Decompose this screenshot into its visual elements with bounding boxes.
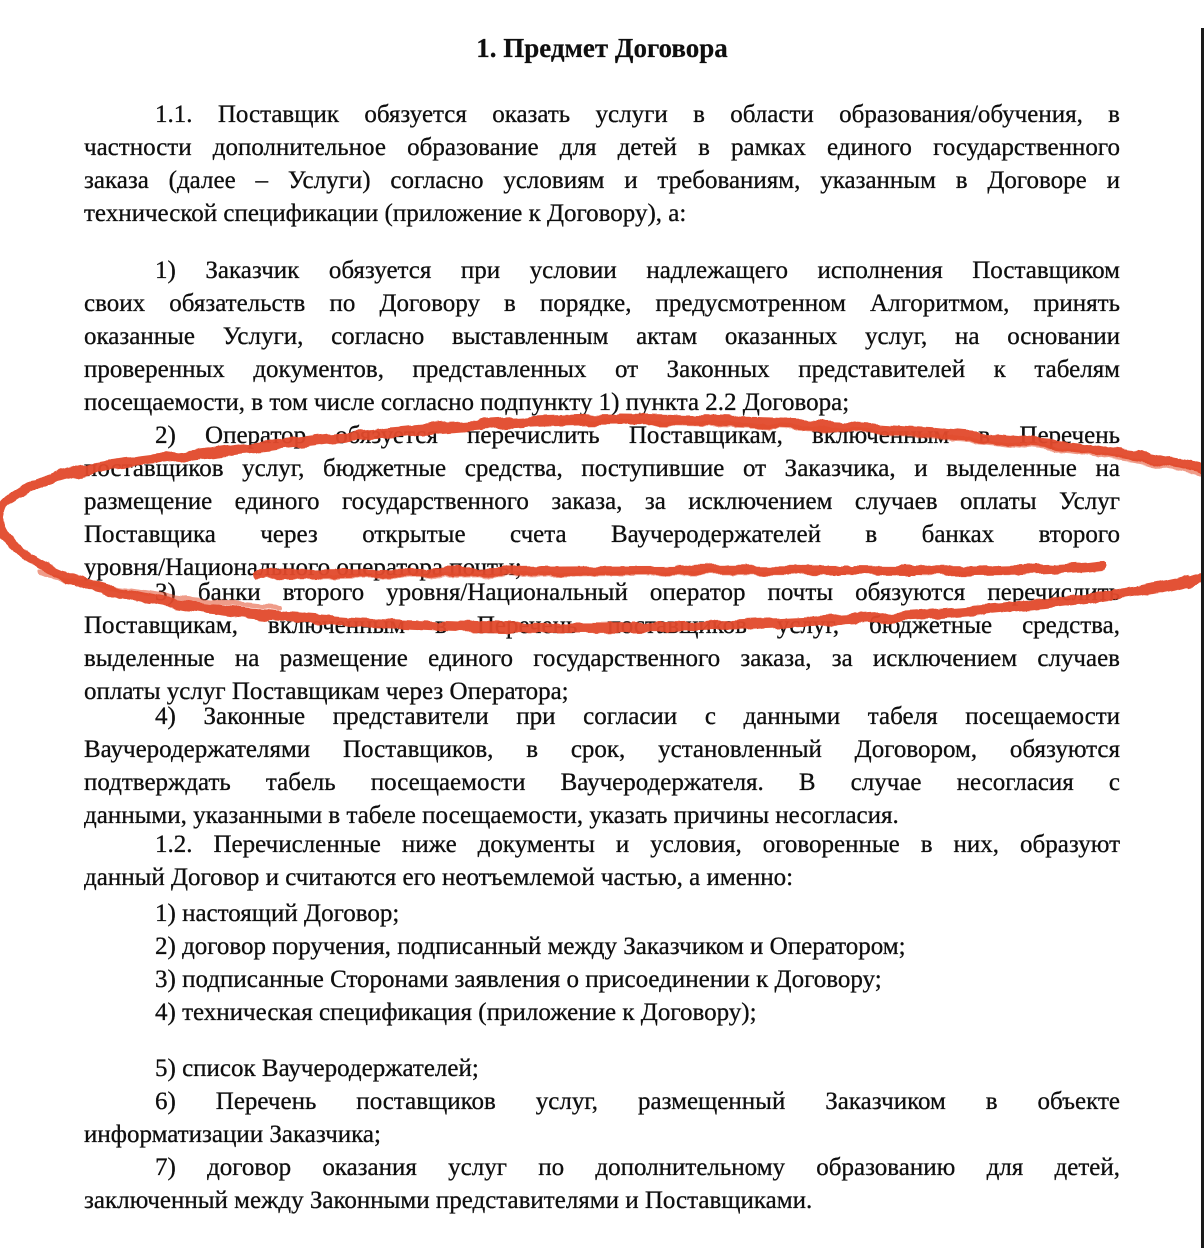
text-line: Поставщикам, включенным в Перечень поставщиков услуг, бюджетные средства, [84,612,1120,639]
text-line: уровня/Национального оператора почты; [84,554,522,581]
paragraph-1-2 [84,828,1120,894]
text-line: поставщиков услуг, бюджетные средства, поступившие от Заказчика, и выделенные на [84,455,1120,482]
text-line: заключенный между Законными представителями и Поставщиками. [84,1187,813,1214]
text-line: подтверждать табель посещаемости Ваучеродержателя. В случае несогласия с [84,769,1120,796]
subitem-5 [84,1052,1120,1085]
subitem-6 [84,1085,1120,1151]
text-line: 1) Заказчик обязуется при условии надлежащего исполнения Поставщиком [155,257,1120,284]
clause-2-circled [84,419,1120,584]
subitem-1 [84,897,1120,930]
clause-3 [84,576,1120,708]
text-line: проверенных документов, представленных от Законных представителей к табелям [84,356,1120,383]
section-title: 1. Предмет Договора [476,33,728,63]
clause-1 [84,254,1120,419]
subitem-3 [84,963,1120,996]
text-line: 4) Законные представители при согласии с данными табеля посещаемости [155,703,1120,730]
document-page [0,28,1204,1217]
text-line: данными, указанными в табеле посещаемости, указать причины несогласия. [84,802,899,829]
clause-4 [84,700,1120,832]
text-line-underlined: Поставщика через открытые счета Ваучеродержателей в банках второго [84,521,1120,548]
text-line: заказа (далее – Услуги) согласно условиям и требованиям, указанным в Договоре и [84,167,1120,194]
text-line: информатизации Заказчика; [84,1121,381,1148]
text-line: 3) банки второго уровня/Национальный оператор почты обязуются перечислить [155,579,1120,606]
text-line: своих обязательств по Договору в порядке, предусмотренном Алгоритмом, принять [84,290,1120,317]
subitem-7 [84,1151,1120,1217]
text-line: посещаемости, в том числе согласно подпункту 1) пункта 2.2 Договора; [84,389,850,416]
text-line: выделенные на размещение единого государственного заказа, за исключением случаев [84,645,1120,672]
text-line: частности дополнительное образование для детей в рамках единого государственного [84,134,1120,161]
text-line: технической спецификации (приложение к Договору), а: [84,200,687,227]
text-line: 1) настоящий Договор; [155,900,400,927]
paragraph-1-1 [84,98,1120,230]
text-line: данный Договор и считаются его неотъемлемой частью, а именно: [84,864,794,891]
text-line: размещение единого государственного заказа, за исключением случаев оплаты Услуг [84,488,1120,515]
text-line: 2) Оператор обязуется перечислить Поставщикам, включенным в Перечень [155,422,1120,449]
text-line: 3) подписанные Сторонами заявления о присоединении к Договору; [155,966,882,993]
text-line: 1.2. Перечисленные ниже документы и условия, оговоренные в них, образуют [155,831,1120,858]
text-line: 2) договор поручения, подписанный между Заказчиком и Оператором; [155,933,906,960]
text-line: 5) список Ваучеродержателей; [155,1055,479,1082]
text-line: 1.1. Поставщик обязуется оказать услуги в области образования/обучения, в [155,101,1120,128]
text-line: 7) договор оказания услуг по дополнительному образованию для детей, [155,1154,1120,1181]
text-line: оказанные Услуги, согласно выставленным актам оказанных услуг, на основании [84,323,1120,350]
text-line: 6) Перечень поставщиков услуг, размещенный Заказчиком в объекте [155,1088,1120,1115]
subitem-2 [84,930,1120,963]
subitem-4 [84,996,1120,1029]
text-line: оплаты услуг Поставщикам через Оператора; [84,678,569,705]
text-line: 4) техническая спецификация (приложение к Договору); [155,999,757,1026]
text-line: Ваучеродержателями Поставщиков, в срок, установленный Договором, обязуются [84,736,1120,763]
